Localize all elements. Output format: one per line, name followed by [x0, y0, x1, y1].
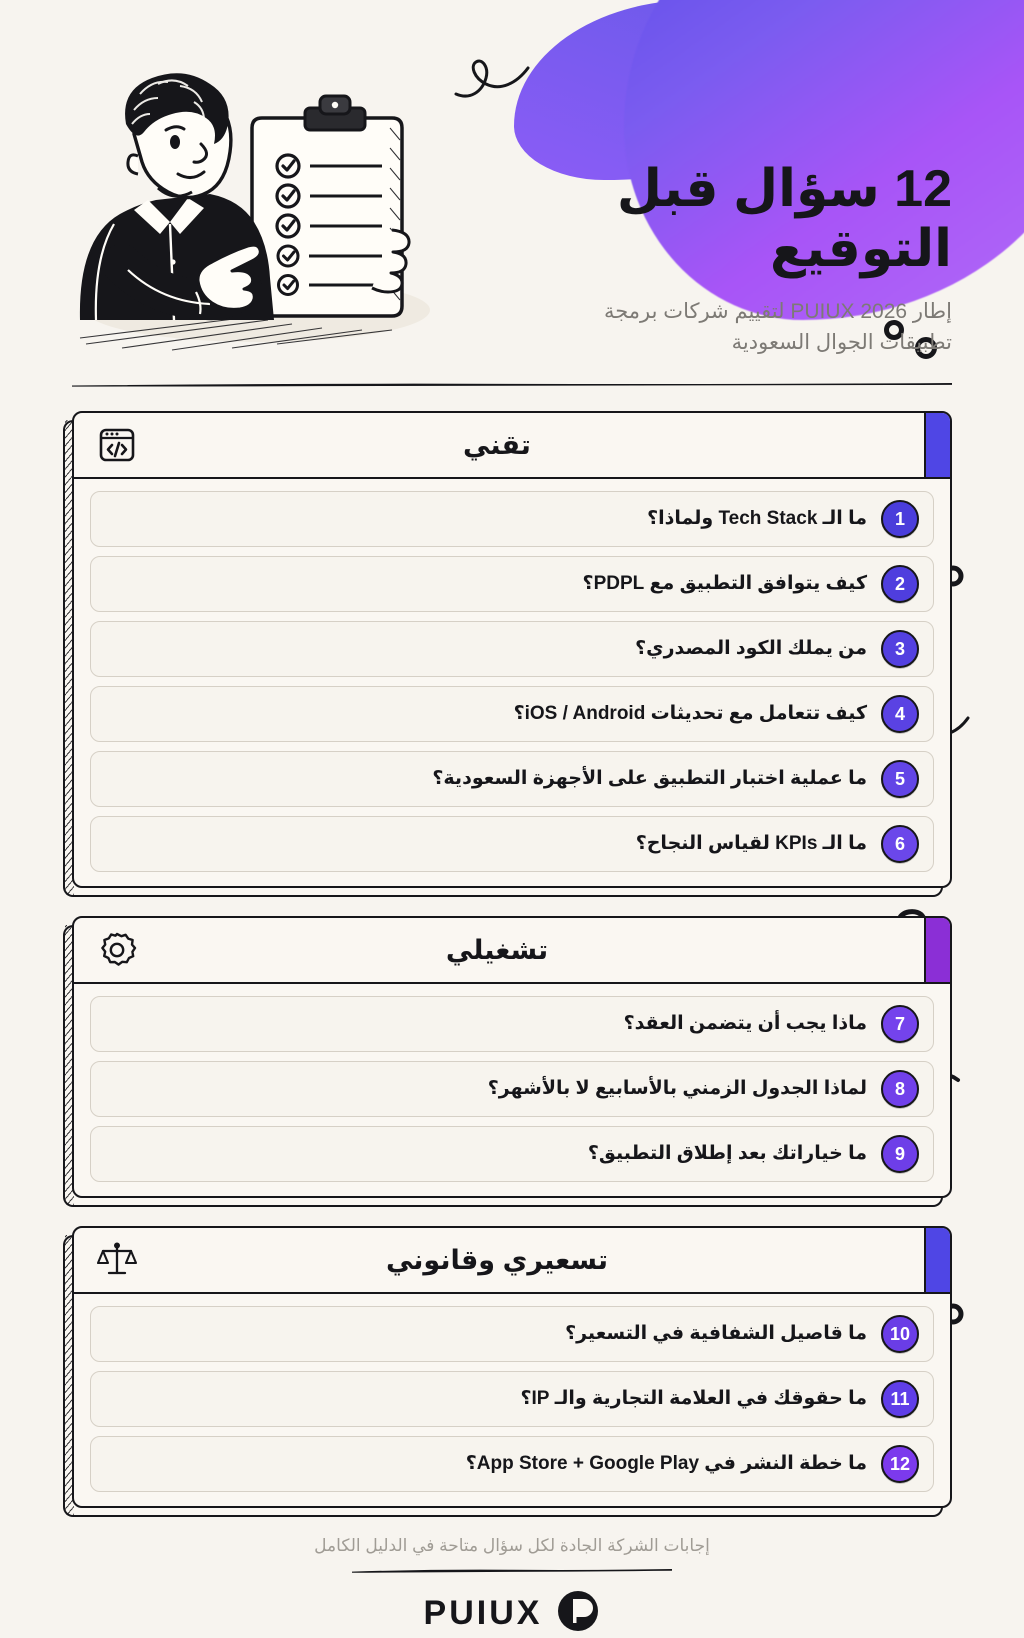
section-card-technical [72, 411, 952, 888]
item-text: من يملك الكود المصدري؟ [635, 638, 867, 660]
item-number-badge: 5 [881, 760, 919, 798]
section-body-technical [74, 479, 950, 886]
list-item[interactable] [90, 1061, 934, 1117]
list-item[interactable] [90, 556, 934, 612]
item-text: كيف تتعامل مع تحديثات iOS / Android؟ [513, 703, 867, 725]
code-window-icon [96, 424, 138, 466]
section-title-technical: تقني [463, 429, 531, 460]
section-accent-pricing-legal [924, 1228, 950, 1292]
section-title-operational: تشغيلي [445, 934, 549, 965]
list-item[interactable] [90, 621, 934, 677]
section-header-technical [74, 413, 950, 479]
section-body-pricing-legal [74, 1294, 950, 1506]
list-item[interactable] [90, 491, 934, 547]
item-text: ما الـ Tech Stack ولماذا؟ [647, 508, 867, 530]
title-block [432, 160, 952, 359]
item-text: ما قاصيل الشفافية في التسعير؟ [565, 1323, 867, 1345]
item-number-badge: 6 [881, 825, 919, 863]
item-number-badge: 3 [881, 630, 919, 668]
scales-of-justice-icon [96, 1239, 138, 1281]
section-header-pricing-legal [74, 1228, 950, 1294]
section-body-operational [74, 984, 950, 1196]
gear-icon [96, 929, 138, 971]
page-title: 12 سؤال قبل التوقيع [616, 160, 952, 278]
page-subtitle: إطار PUIUX 2026 لتقييم شركات برمجة تطبيقات الجوال السعودية [603, 299, 952, 355]
section-card-operational [72, 916, 952, 1198]
item-number-badge: 9 [881, 1135, 919, 1173]
item-text: ماذا يجب أن يتضمن العقد؟ [623, 1013, 867, 1035]
item-text: ما حقوقك في العلامة التجارية والـ IP؟ [520, 1388, 867, 1410]
hero-illustration [62, 48, 434, 368]
item-text: لماذا الجدول الزمني بالأسابيع لا بالأشهر؟ [487, 1078, 867, 1100]
section-accent-technical [924, 413, 950, 477]
brand-name: PUIUX [423, 1594, 543, 1632]
section-title-pricing-legal: تسعيري وقانوني [385, 1244, 609, 1275]
item-text: ما خياراتك بعد إطلاق التطبيق؟ [587, 1143, 867, 1165]
item-number-badge: 8 [881, 1070, 919, 1108]
section-card-pricing-legal [72, 1226, 952, 1508]
list-item[interactable] [90, 1126, 934, 1182]
list-item[interactable] [90, 1371, 934, 1427]
list-item[interactable] [90, 686, 934, 742]
page-footer [0, 1536, 1024, 1638]
brand-lockup [0, 1589, 1024, 1638]
list-item[interactable] [90, 816, 934, 872]
footer-divider [352, 1568, 672, 1573]
item-text: ما الـ KPIs لقياس النجاح؟ [635, 833, 867, 855]
item-text: ما خطة النشر في App Store + Google Play؟ [465, 1453, 867, 1475]
page-header [0, 0, 1024, 382]
item-number-badge: 1 [881, 500, 919, 538]
item-number-badge: 10 [881, 1315, 919, 1353]
list-item[interactable] [90, 1436, 934, 1492]
item-number-badge: 2 [881, 565, 919, 603]
sections-container [0, 387, 1024, 1508]
list-item[interactable] [90, 1306, 934, 1362]
item-number-badge: 7 [881, 1005, 919, 1043]
footer-note: إجابات الشركة الجادة لكل سؤال متاحة في الدليل الكامل [314, 1536, 710, 1555]
item-text: كيف يتوافق التطبيق مع PDPL؟ [582, 573, 867, 595]
section-header-operational [74, 918, 950, 984]
item-number-badge: 4 [881, 695, 919, 733]
list-item[interactable] [90, 996, 934, 1052]
item-number-badge: 12 [881, 1445, 919, 1483]
item-text: ما عملية اختبار التطبيق على الأجهزة السعودية؟ [432, 768, 867, 790]
item-number-badge: 11 [881, 1380, 919, 1418]
puiux-logo-icon [556, 1589, 600, 1638]
list-item[interactable] [90, 751, 934, 807]
section-accent-operational [924, 918, 950, 982]
